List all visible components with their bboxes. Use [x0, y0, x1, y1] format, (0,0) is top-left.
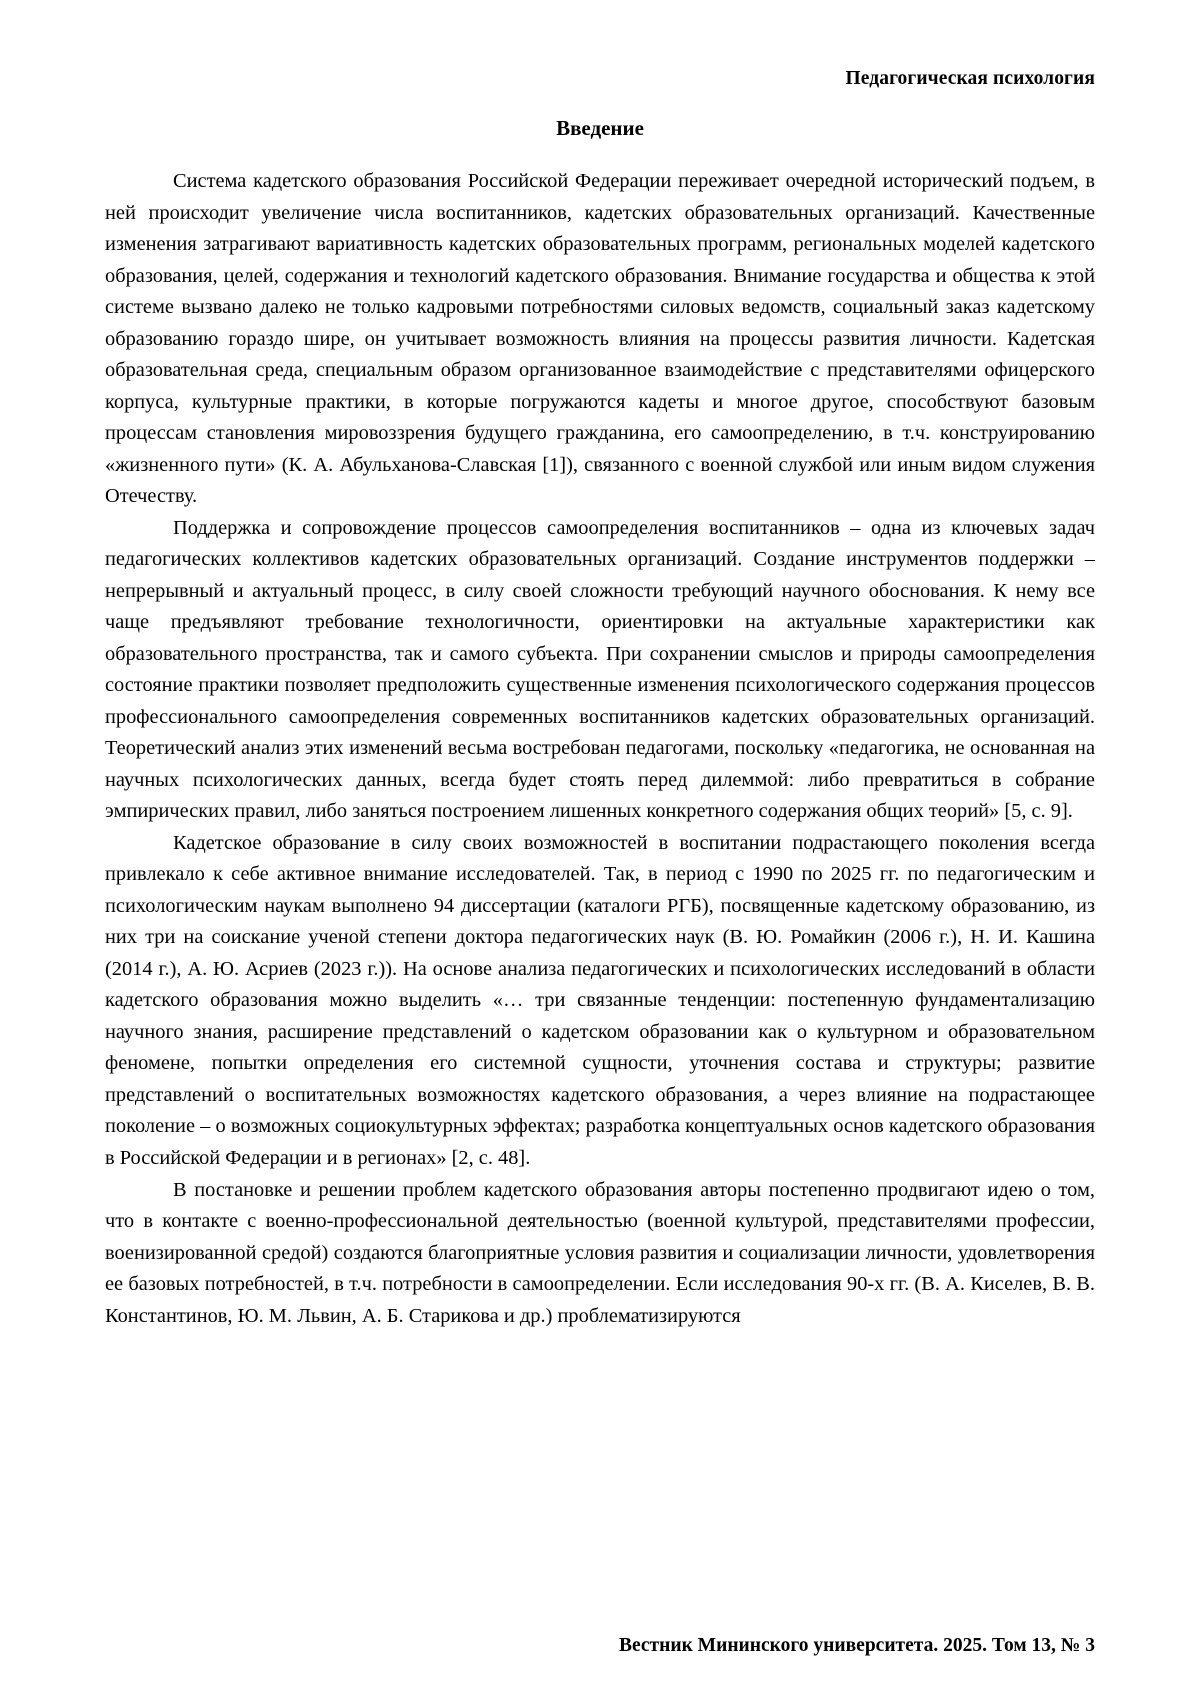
page-footer: Вестник Мининского университета. 2025. Том 13, № 3 — [618, 1635, 1095, 1656]
paragraph: В постановке и решении проблем кадетского образования авторы постепенно продвигают идею о том, что в контакте с военно-профессиональной деятельностью (военной культурой, представителями профессии, военизированной средой) создаются благоприятные условия развития и социализации личности, удовлетворения ее базовых потребностей, в т.ч. потребности в самоопределении. Если исследования 90-х гг. (В. А. Киселев, В. В. Константинов, Ю. М. Львин, А. Б. Старикова и др.) проблематизируются — [105, 1178, 1095, 1327]
paragraph: Кадетское образование в силу своих возможностей в воспитании подрастающего поколения всегда привлекало к себе активное внимание исследователей. Так, в период с 1990 по 2025 гг. по педагогическим и психологическим наукам выполнено 94 диссертации (каталоги РГБ), посвященные кадетскому образованию, из них три на соискание ученой степени доктора педагогических наук (В. Ю. Ромайкин (2006 г.), Н. И. Кашина (2014 г.), А. Ю. Асриев (2023 г.)). На основе анализа педагогических и психологических исследований в области кадетского образования можно выделить «… три связанные тенденции: постепенную фундаментализацию научного знания, расширение представлений о кадетском образовании как о культурном и образовательном феномене, попытки определения его системной сущности, уточнения состава и структуры; развитие представлений о воспитательных возможностях кадетского образования, а через влияние на подрастающее поколение – о возможных социокультурных эффектах; разработка концептуальных основ кадетского образования в Российской Федерации и в регионах» [2, с. 48]. — [105, 831, 1095, 1169]
section-title: Введение — [556, 116, 644, 140]
running-head: Педагогическая психология — [845, 68, 1095, 89]
paragraph: Поддержка и сопровождение процессов самоопределения воспитанников – одна из ключевых задач педагогических коллективов кадетских образовательных организаций. Создание инструментов поддержки – непрерывный и актуальный процесс, в силу своей сложности требующий научного обоснования. К нему все чаще предъявляют требование технологичности, ориентировки на актуальные характеристики как образовательного пространства, так и самого субъекта. При сохранении смыслов и природы самоопределения состояние практики позволяет предположить существенные изменения психологического содержания процессов профессионального самоопределения современных воспитанников кадетских образовательных организаций. Теоретический анализ этих изменений весьма востребован педагогами, поскольку «педагогика, не основанная на научных психологических данных, всегда будет стоять перед дилеммой: либо превратиться в собрание эмпирических правил, либо заняться построением лишенных конкретного содержания общих теорий» [5, с. 9]. — [105, 516, 1095, 823]
body-text — [105, 166, 1095, 1617]
paragraph: Система кадетского образования Российской Федерации переживает очередной исторический подъем, в ней происходит увеличение числа воспитанников, кадетских образовательных организаций. Качественные изменения затрагивают вариативность кадетских образовательных программ, региональных моделей кадетского образования, целей, содержания и технологий кадетского образования. Внимание государства и общества к этой системе вызвано далеко не только кадровыми потребностями силовых ведомств, социальный заказ кадетскому образованию гораздо шире, он учитывает возможность влияния на процессы развития личности. Кадетская образовательная среда, специальным образом организованное взаимодействие с представителями офицерского корпуса, культурные практики, в которые погружаются кадеты и многое другое, способствуют базовым процессам становления мировоззрения будущего гражданина, его самоопределению, в т.ч. конструированию «жизненного пути» (К. А. Абульханова-Славская [1]), связанного с военной службой или иным видом служения Отечеству. — [105, 170, 1095, 508]
